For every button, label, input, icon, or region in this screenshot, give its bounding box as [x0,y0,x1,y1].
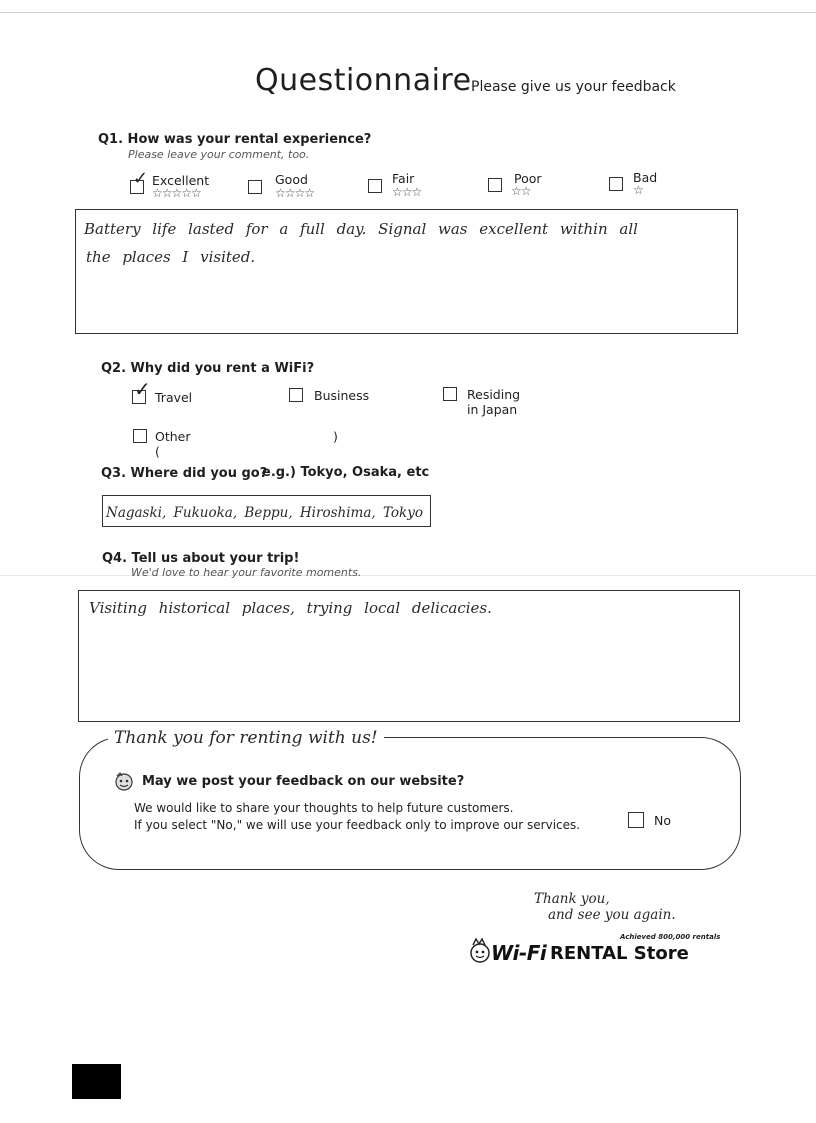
other-checkbox[interactable] [133,429,147,443]
fair-checkbox[interactable] [368,179,382,193]
brand-logo-icon [467,937,493,965]
consent-heading: May we post your feedback on our website? [142,774,465,789]
page-title: Questionnaire [255,63,472,98]
scan-edge [0,12,816,13]
achievement-text: Achieved 800,000 rentals [620,933,721,941]
good-label: Good [275,172,308,187]
brand-wifi: Wi-Fi [491,941,547,965]
travel-label: Travel [155,390,193,405]
q3-answer: Nagaski, Fukuoka, Beppu, Hiroshima, Tokyo [106,505,423,521]
bad-label: Bad [633,170,658,185]
poor-label: Poor [514,171,542,186]
star-rating-icon: ☆☆☆☆☆ [152,186,201,200]
excellent-label: Excellent [152,173,210,188]
fair-label: Fair [392,171,415,186]
q4-answer: Visiting historical places, trying local delicacies. [89,599,492,617]
star-rating-icon: ☆☆ [511,184,531,198]
residing-checkbox[interactable] [443,387,457,401]
q1-note: Please leave your comment, too. [128,148,310,161]
q1-answer-line1: Battery life lasted for a full day. Signal was excellent within all [84,220,638,238]
handwritten-thanks-line1: Thank you, [534,891,610,907]
check-mark-icon: ✓ [134,377,151,401]
redaction-block [72,1064,121,1099]
other-label: Other ( [155,429,191,459]
q3-example: e.g.) Tokyo, Osaka, etc [262,465,430,480]
no-label: No [654,813,671,828]
q4-note: We'd love to hear your favorite moments. [131,566,362,579]
q3-question: Q3. Where did you go? [101,466,268,481]
poor-checkbox[interactable] [488,178,502,192]
page-subtitle: Please give us your feedback [471,79,676,95]
check-mark-icon: ✓ [133,168,149,189]
business-checkbox[interactable] [289,388,303,402]
handwritten-thanks-line2: and see you again. [548,907,676,923]
business-label: Business [314,388,370,403]
star-rating-icon: ☆☆☆☆ [275,186,315,200]
consent-line2: If you select "No," we will use your feedback only to improve our services. [134,818,581,832]
brand-rental-store: RENTAL Store [550,943,689,964]
q1-comment-box[interactable] [75,209,738,334]
mascot-icon [113,770,135,792]
no-checkbox[interactable] [628,812,644,828]
q1-answer-line2: the places I visited. [86,248,256,266]
good-checkbox[interactable] [248,180,262,194]
star-rating-icon: ☆☆☆ [392,185,422,199]
q4-comment-box[interactable] [78,590,740,722]
q1-question: Q1. How was your rental experience? [98,132,372,147]
residing-label: Residing in Japan [467,387,521,417]
fold-line [0,575,816,576]
q4-question: Q4. Tell us about your trip! [102,551,300,566]
q2-question: Q2. Why did you rent a WiFi? [101,361,315,376]
other-close-paren: ) [333,429,338,444]
thank-you-banner: Thank you for renting with us! [108,728,384,748]
consent-line1: We would like to share your thoughts to help future customers. [134,801,514,815]
star-rating-icon: ☆ [633,183,643,197]
bad-checkbox[interactable] [609,177,623,191]
